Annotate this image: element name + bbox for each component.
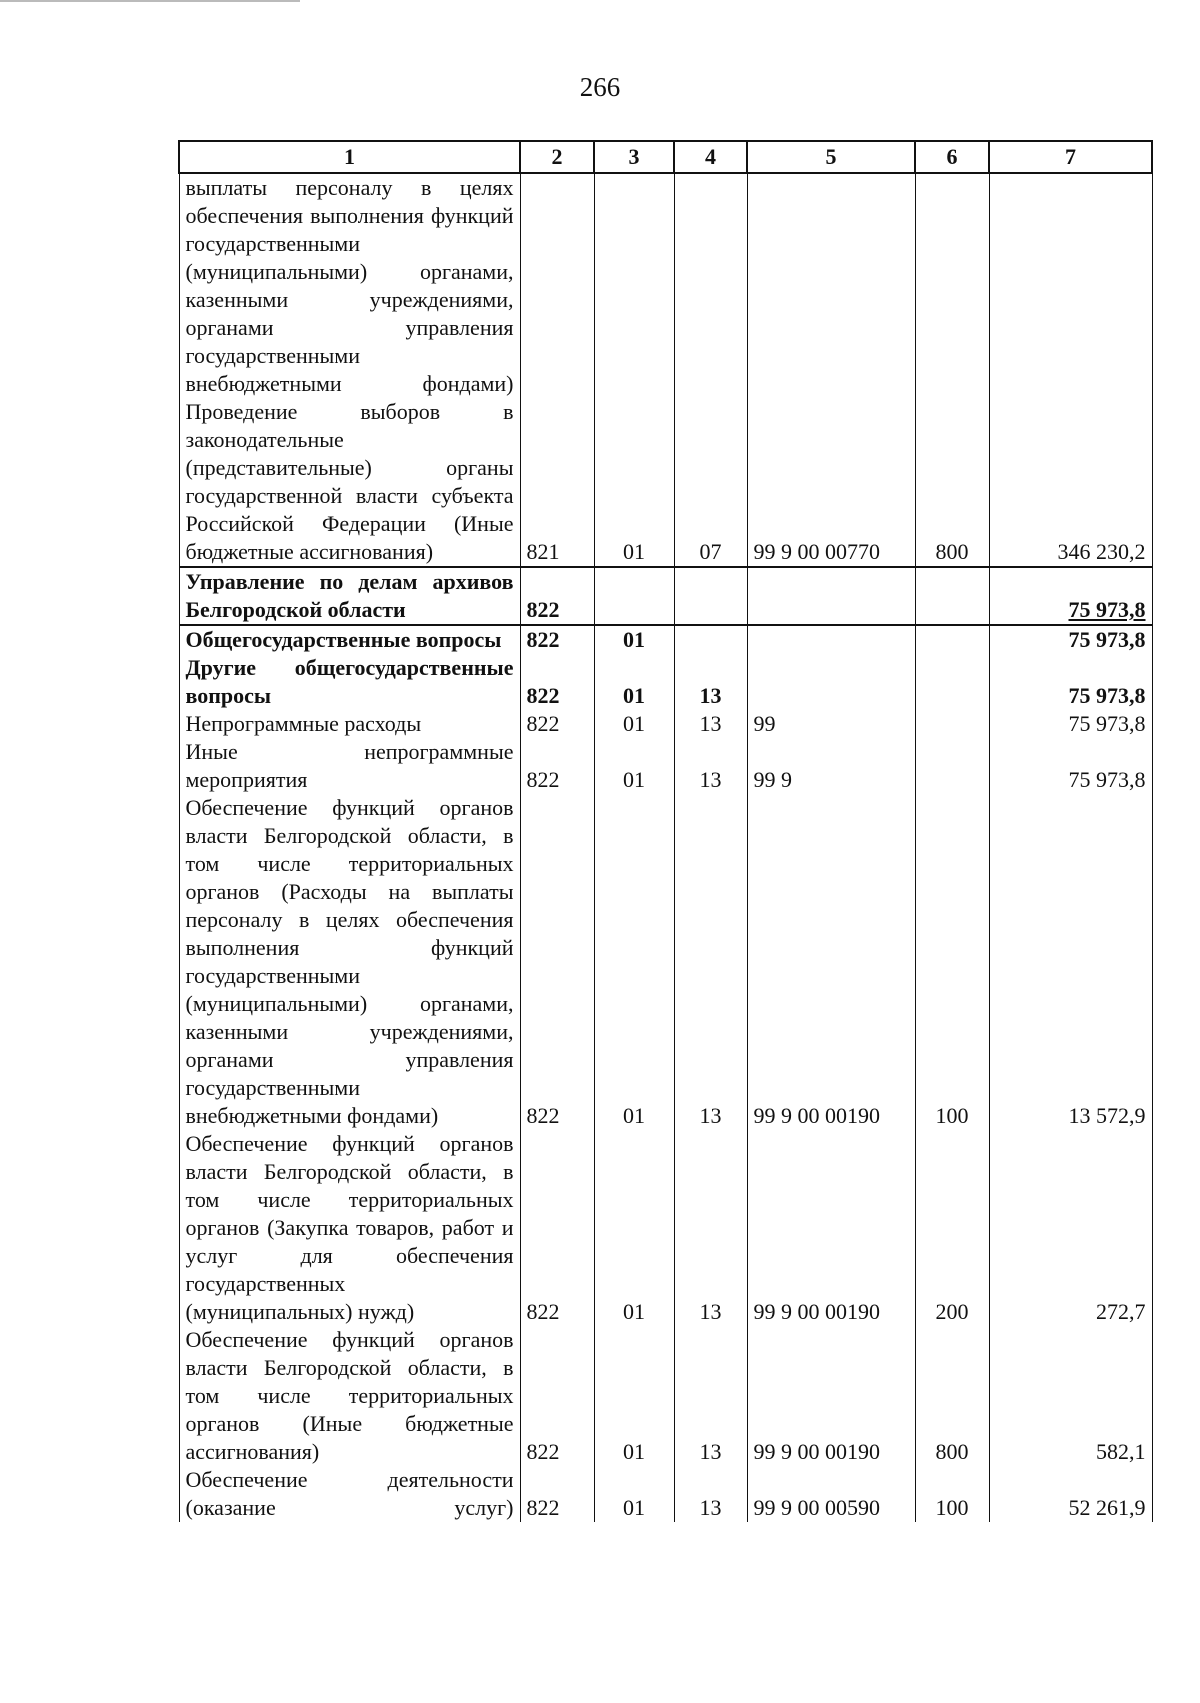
description-cell: Другие общегосударственные вопросы xyxy=(179,654,520,710)
description-cell: Обеспечение деятельности (оказание услуг) xyxy=(179,1466,520,1522)
column-header-3: 3 xyxy=(594,141,674,173)
description-cell: Обеспечение функций органов власти Белгородской области, в том числе территориальных органов (Расходы на выплаты персоналу в целях обеспечения выполнения функций государственными (муниципальными) органами, казенными учреждениями, органами управления государственными внебюджетными фондами) xyxy=(179,794,520,1130)
amount-cell: 75 973,8 xyxy=(989,567,1152,625)
column-header-2: 2 xyxy=(520,141,594,173)
description-cell: Непрограммные расходы xyxy=(179,710,520,738)
expense-type-cell: 800 xyxy=(915,173,989,567)
amount-cell: 75 973,8 xyxy=(989,710,1152,738)
table-row xyxy=(179,625,1152,654)
subsection-code-cell: 13 xyxy=(674,1130,747,1326)
grbs-code-cell: 821 xyxy=(520,173,594,567)
subsection-code-cell: 13 xyxy=(674,1466,747,1522)
subsection-code-cell xyxy=(674,567,747,625)
subsection-code-cell: 13 xyxy=(674,794,747,1130)
table-row xyxy=(179,173,1152,567)
grbs-code-cell: 822 xyxy=(520,794,594,1130)
target-article-cell: 99 9 00 00190 xyxy=(747,1130,915,1326)
section-code-cell: 01 xyxy=(594,794,674,1130)
amount-cell: 346 230,2 xyxy=(989,173,1152,567)
description-cell: выплаты персоналу в целях обеспечения выполнения функций государственными (муниципальными) органами, казенными учреждениями, органами управления государственными внебюджетными фондами) Проведение выборов в законодательные (представительные) органы государственной власти субъекта Российской Федерации (Иные бюджетные ассигнования) xyxy=(179,173,520,567)
expense-type-cell xyxy=(915,654,989,710)
expense-type-cell: 200 xyxy=(915,1130,989,1326)
expense-type-cell xyxy=(915,625,989,654)
grbs-code-cell: 822 xyxy=(520,1326,594,1466)
amount-cell: 75 973,8 xyxy=(989,654,1152,710)
target-article-cell: 99 9 00 00590 xyxy=(747,1466,915,1522)
target-article-cell xyxy=(747,654,915,710)
amount-cell: 13 572,9 xyxy=(989,794,1152,1130)
table-row xyxy=(179,1466,1152,1522)
subsection-code-cell: 07 xyxy=(674,173,747,567)
section-code-cell: 01 xyxy=(594,710,674,738)
target-article-cell: 99 9 xyxy=(747,738,915,794)
description-cell: Обеспечение функций органов власти Белгородской области, в том числе территориальных органов (Закупка товаров, работ и услуг для обеспечения государственных (муниципальных) нужд) xyxy=(179,1130,520,1326)
scan-edge xyxy=(0,0,300,2)
grbs-code-cell: 822 xyxy=(520,567,594,625)
table-row xyxy=(179,710,1152,738)
target-article-cell: 99 xyxy=(747,710,915,738)
target-article-cell xyxy=(747,567,915,625)
expense-type-cell xyxy=(915,567,989,625)
page-number: 266 xyxy=(579,72,621,102)
column-header-4: 4 xyxy=(674,141,747,173)
subsection-code-cell: 13 xyxy=(674,738,747,794)
amount-cell: 75 973,8 xyxy=(989,625,1152,654)
subsection-code-cell: 13 xyxy=(674,1326,747,1466)
column-header-5: 5 xyxy=(747,141,915,173)
expense-type-cell: 800 xyxy=(915,1326,989,1466)
target-article-cell: 99 9 00 00190 xyxy=(747,1326,915,1466)
grbs-code-cell: 822 xyxy=(520,738,594,794)
subsection-code-cell xyxy=(674,625,747,654)
column-header-7: 7 xyxy=(989,141,1152,173)
budget-table xyxy=(178,140,1153,1522)
section-code-cell: 01 xyxy=(594,1466,674,1522)
expense-type-cell xyxy=(915,738,989,794)
target-article-cell xyxy=(747,625,915,654)
section-code-cell: 01 xyxy=(594,625,674,654)
amount-cell: 582,1 xyxy=(989,1326,1152,1466)
section-code-cell: 01 xyxy=(594,738,674,794)
table-body xyxy=(179,141,1152,1522)
grbs-code-cell: 822 xyxy=(520,625,594,654)
description-cell: Обеспечение функций органов власти Белгородской области, в том числе территориальных органов (Иные бюджетные ассигнования) xyxy=(179,1326,520,1466)
amount-cell: 75 973,8 xyxy=(989,738,1152,794)
column-header-1: 1 xyxy=(179,141,520,173)
section-code-cell: 01 xyxy=(594,1130,674,1326)
table-row xyxy=(179,738,1152,794)
subsection-code-cell: 13 xyxy=(674,654,747,710)
expense-type-cell xyxy=(915,710,989,738)
section-code-cell xyxy=(594,567,674,625)
table-row xyxy=(179,794,1152,1130)
amount-cell: 52 261,9 xyxy=(989,1466,1152,1522)
target-article-cell: 99 9 00 00190 xyxy=(747,794,915,1130)
description-cell: Управление по делам архивов Белгородской области xyxy=(179,567,520,625)
table-row xyxy=(179,1326,1152,1466)
section-code-cell: 01 xyxy=(594,1326,674,1466)
expense-type-cell: 100 xyxy=(915,794,989,1130)
grbs-code-cell: 822 xyxy=(520,1466,594,1522)
grbs-code-cell: 822 xyxy=(520,654,594,710)
column-header-6: 6 xyxy=(915,141,989,173)
description-cell: Общегосударственные вопросы xyxy=(179,625,520,654)
subsection-code-cell: 13 xyxy=(674,710,747,738)
table-row xyxy=(179,567,1152,625)
header-row xyxy=(179,141,1152,173)
section-code-cell: 01 xyxy=(594,173,674,567)
expense-type-cell: 100 xyxy=(915,1466,989,1522)
section-code-cell: 01 xyxy=(594,654,674,710)
table-row xyxy=(179,654,1152,710)
target-article-cell: 99 9 00 00770 xyxy=(747,173,915,567)
grbs-code-cell: 822 xyxy=(520,710,594,738)
amount-cell: 272,7 xyxy=(989,1130,1152,1326)
table-row xyxy=(179,1130,1152,1326)
grbs-code-cell: 822 xyxy=(520,1130,594,1326)
description-cell: Иные непрограммные мероприятия xyxy=(179,738,520,794)
